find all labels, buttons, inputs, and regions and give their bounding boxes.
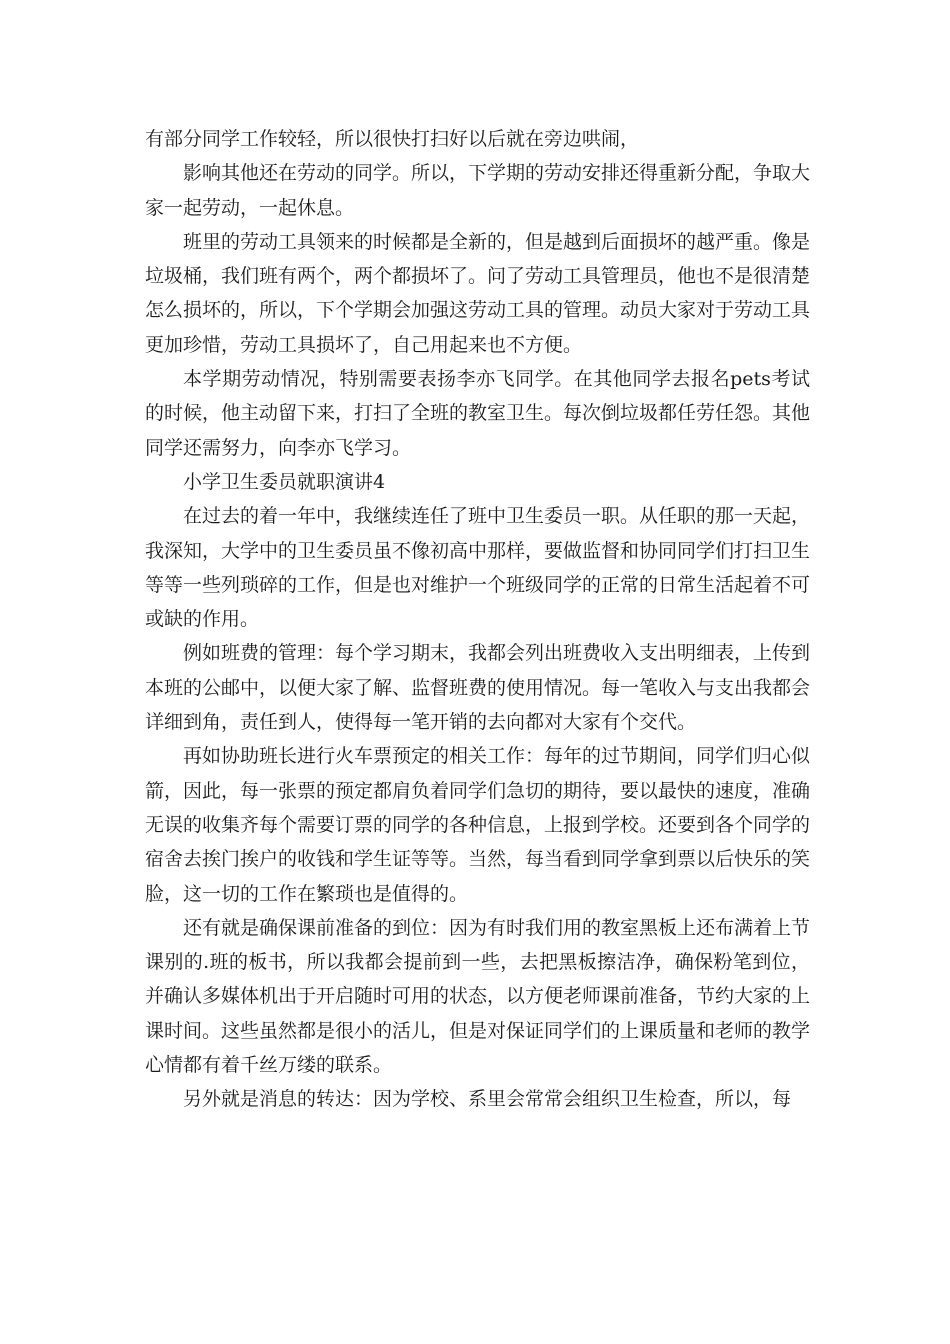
paragraph: 班里的劳动工具领来的时候都是全新的，但是越到后面损坏的越严重。像是垃圾桶，我们班有两个，两个都损坏了。问了劳动工具管理员，他也不是很清楚怎么损坏的，所以，下个学期会加强这劳动工具的管理。动员大家对于劳动工具更加珍惜，劳动工具损坏了，自己用起来也不方便。: [145, 230, 811, 356]
paragraph: 例如班费的管理：每个学习期末，我都会列出班费收入支出明细表，上传到本班的公邮中，以便大家了解、监督班费的使用情况。每一笔收入与支出我都会详细到角，责任到人，使得每一笔开销的去向都对大家有个交代。: [145, 642, 811, 734]
paragraph: 在过去的着一年中，我继续连任了班中卫生委员一职。从任职的那一天起，我深知，大学中的卫生委员虽不像初高中那样，要做监督和协同同学们打扫卫生等等一些列琐碎的工作，但是也对维护一个班级同学的正常的日常生活起着不可或缺的作用。: [145, 505, 811, 631]
paragraph: 另外就是消息的转达：因为学校、系里会常常会组织卫生检查，所以，每: [183, 1088, 792, 1111]
paragraph: 还有就是确保课前准备的到位：因为有时我们用的教室黑板上还布满着上节课别的.班的板书，所以我都会提前到一些，去把黑板擦洁净，确保粉笔到位，并确认多媒体机出于开启随时可用的状态，以方便老师课前准备，节约大家的上课时间。这些虽然都是很小的活儿，但是对保证同学们的上课质量和老师的教学心情都有着千丝万缕的联系。: [145, 916, 811, 1077]
paragraph: 本学期劳动情况，特别需要表扬李亦飞同学。在其他同学去报名pets考试的时候，他主动留下来，打扫了全班的教室卫生。每次倒垃圾都任劳任怨。其他同学还需努力，向李亦飞学习。: [145, 368, 811, 459]
section-heading: 小学卫生委员就职演讲4: [183, 470, 386, 493]
document-body: [145, 122, 810, 1117]
paragraph-continuation: 有部分同学工作较轻，所以很快打扫好以后就在旁边哄闹，: [145, 128, 640, 150]
paragraph: 影响其他还在劳动的同学。所以，下学期的劳动安排还得重新分配，争取大家一起劳动，一起休息。: [145, 162, 811, 219]
paragraph: 再如协助班长进行火车票预定的相关工作：每年的过节期间，同学们归心似箭，因此，每一张票的预定都肩负着同学们急切的期待，要以最快的速度，准确无误的收集齐每个需要订票的同学的各种信息，上报到学校。还要到各个同学的宿舍去挨门挨户的收钱和学生证等等。当然，每当看到同学拿到票以后快乐的笑脸，这一切的工作在繁琐也是值得的。: [145, 745, 811, 905]
